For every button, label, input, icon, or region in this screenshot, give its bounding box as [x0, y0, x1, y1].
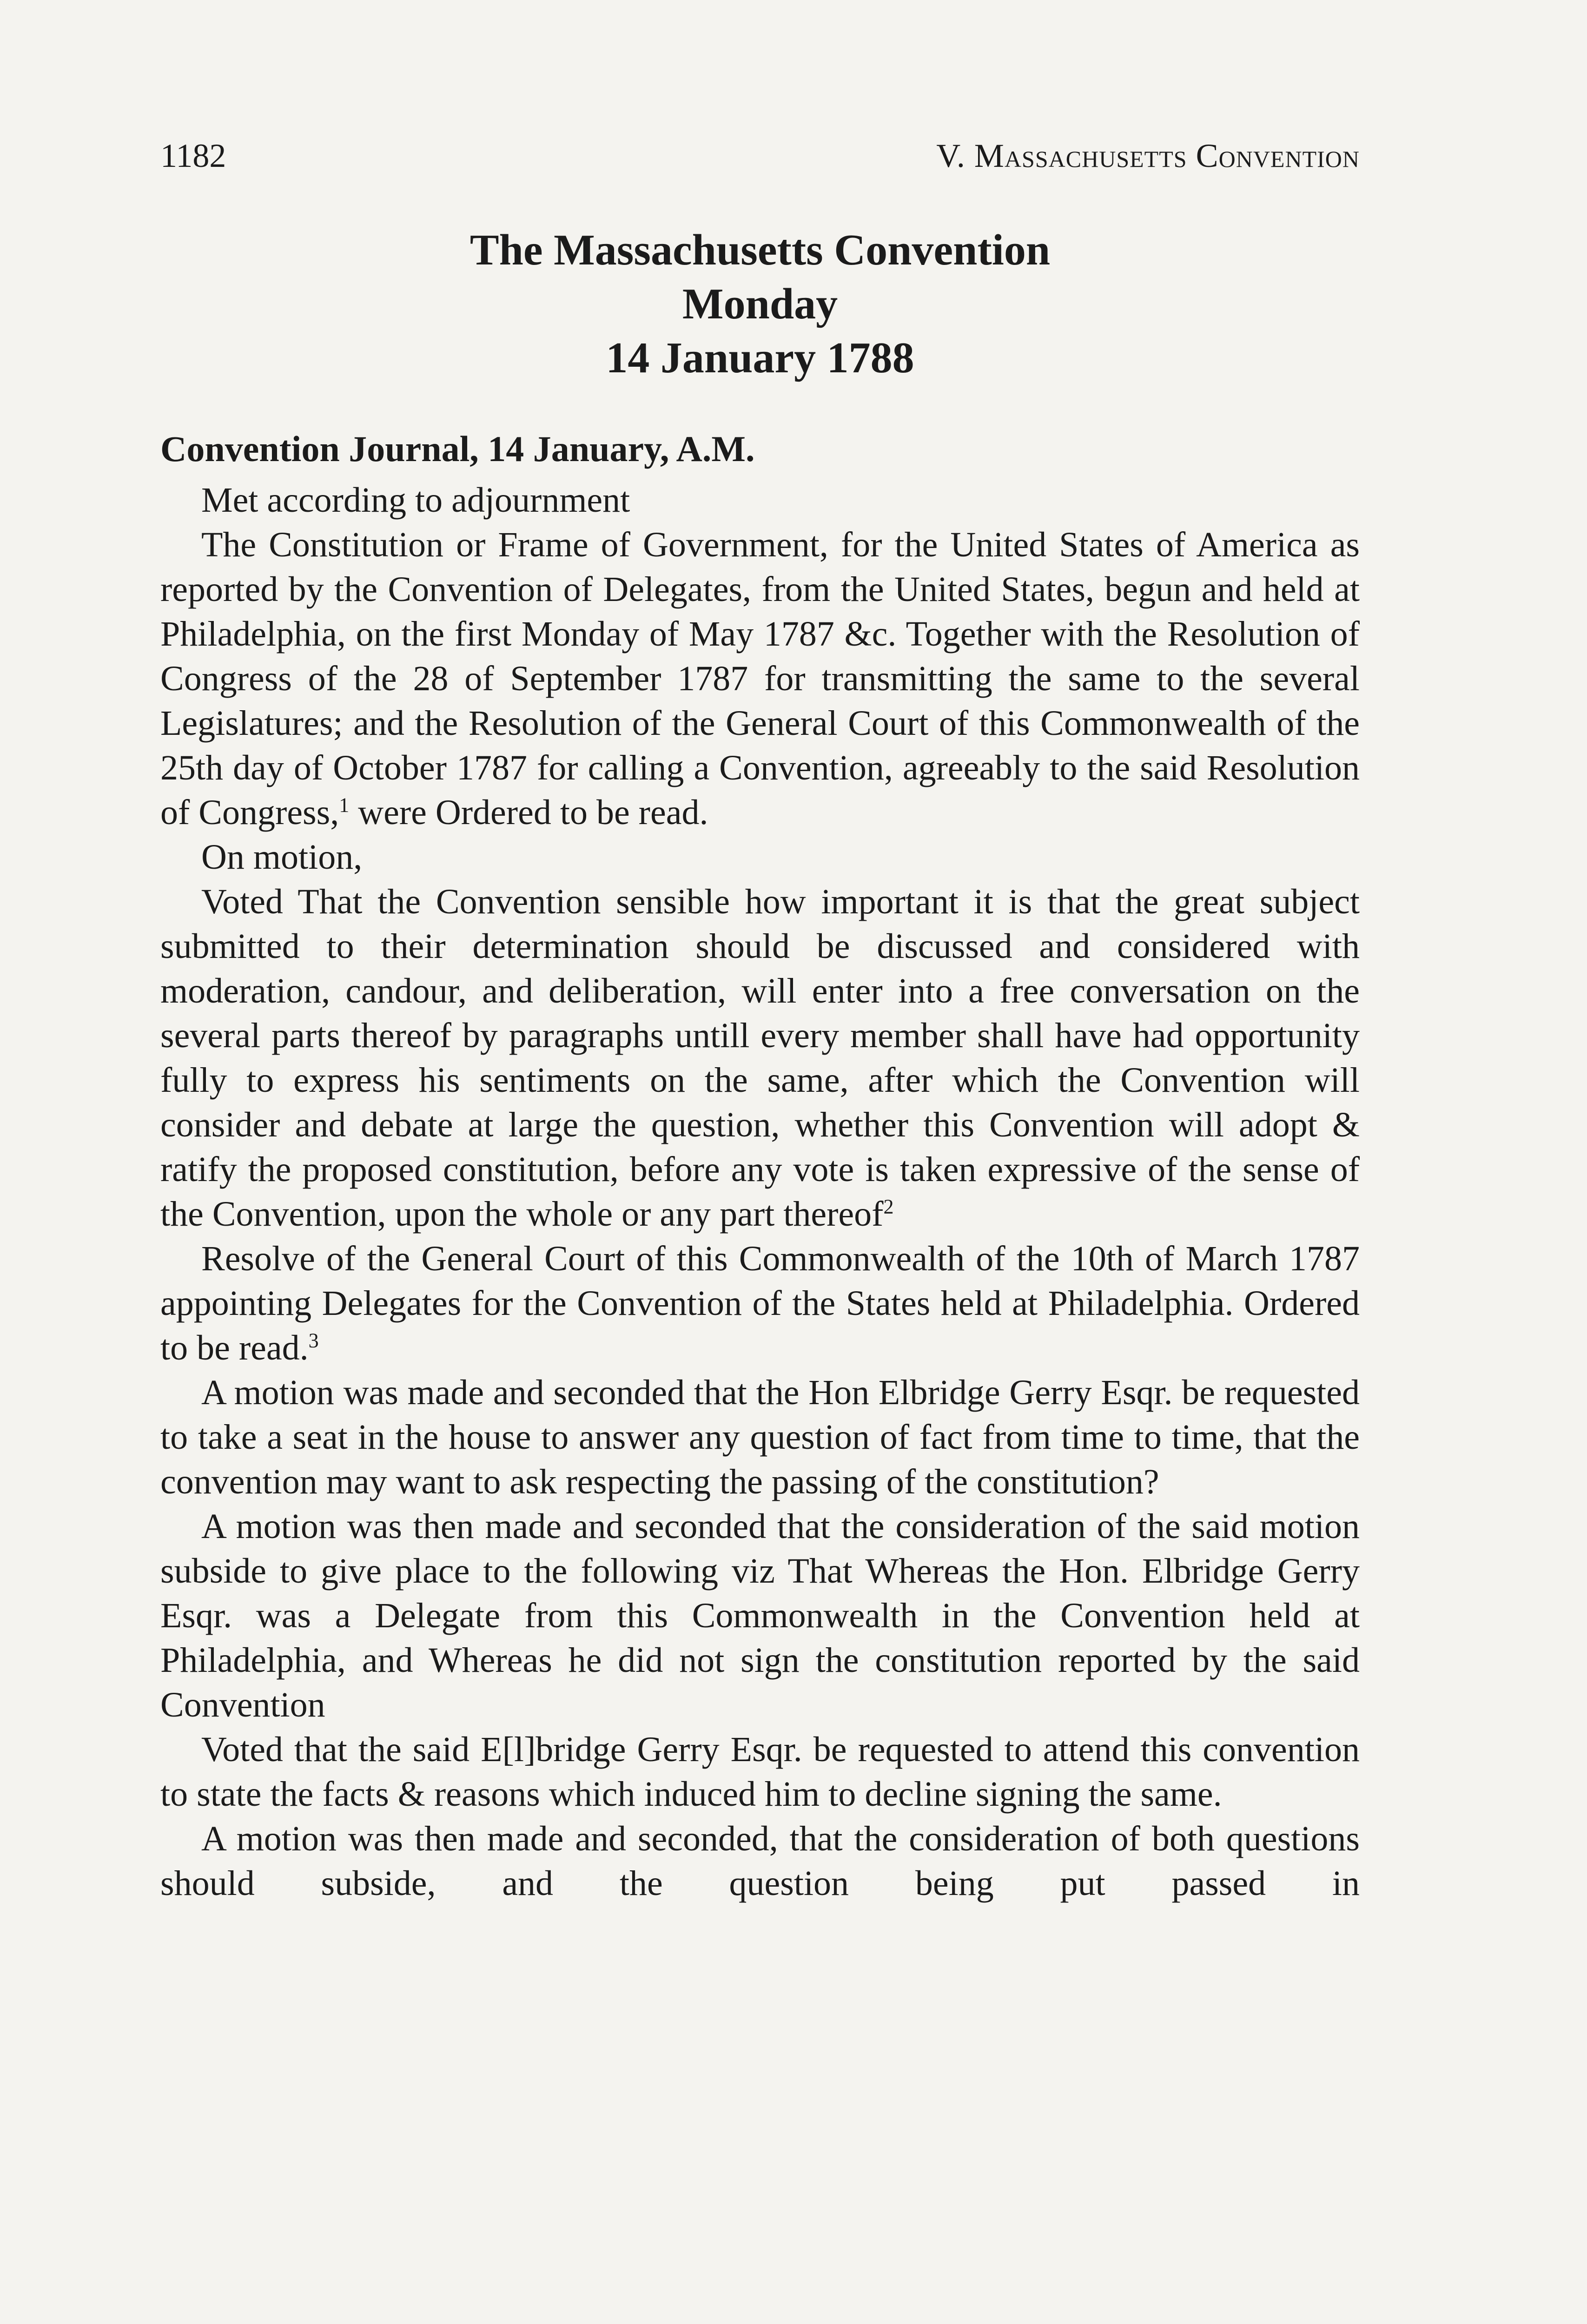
- title-line-1: The Massachusetts Convention: [469, 226, 1051, 274]
- paragraph-9: A motion was then made and seconded, that the consideration of both questions should subside, and the question being put passed in: [160, 1819, 1360, 1903]
- journal-body: [160, 478, 1360, 1906]
- paragraph-8: Voted that the said E[l]bridge Gerry Esqr. be requested to attend this convention to state the facts & reasons which induced him to decline signing the same.: [160, 1730, 1360, 1814]
- title-block: [160, 223, 1360, 385]
- footnote-ref-3[interactable]: 3: [308, 1329, 319, 1352]
- page-number: 1182: [160, 137, 226, 174]
- paragraph-4: Voted That the Convention sensible how important it is that the great subject submitted to their determination should be discussed and considered with moderation, candour, and deliberation, will enter into a free conversation on the several parts thereof by paragraphs untill every member shall have had opportunity fully to express his sentiments on the same, after which the Convention will consider and debate at large the question, whether this Convention will adopt & ratify the proposed constitution, before any vote is taken expressive of the sense of the Convention, upon the whole or any part thereof$^2$: [160, 882, 1360, 1234]
- paragraph-5: Resolve of the General Court of this Commonwealth of the 10th of March 1787 appointing Delegates for the Convention of the States held at Philadelphia. Ordered to be read.$^3$: [160, 1239, 1360, 1367]
- footnote-ref-1[interactable]: 1: [339, 793, 350, 817]
- paragraph-2: The Constitution or Frame of Government, for the United States of America as reported by the Convention of Delegates, from the United States, begun and held at Philadelphia, on the first Monday of May 1787 &c. Together with the Resolution of Congress of the 28 of September 1787 for transmitting the same to the several Legislatures; and the Resolution of the General Court of this Commonwealth of the 25th day of October 1787 for calling a Convention, agreeably to the said Resolution of Congress,$^1$ were Ordered to be read.: [160, 525, 1360, 832]
- document-page: [160, 135, 1360, 1906]
- paragraph-6: A motion was made and seconded that the Hon Elbridge Gerry Esqr. be requested to take a seat in the house to answer any question of fact from time to time, that the convention may want to ask respecting the passing of the constitution?: [160, 1373, 1360, 1501]
- paragraph-7: A motion was then made and seconded that the consideration of the said motion subside to give place to the following viz That Whereas the Hon. Elbridge Gerry Esqr. was a Delegate from this Commonwealth in the Convention held at Philadelphia, and Whereas he did not sign the constitution reported by the said Convention: [160, 1507, 1360, 1724]
- source-heading: Convention Journal, 14 January, A.M.: [160, 429, 755, 469]
- paragraph-1: Met according to adjournment: [201, 481, 630, 520]
- title-line-2: Monday: [682, 280, 838, 328]
- paragraph-3: On motion,: [201, 838, 363, 877]
- footnote-ref-2[interactable]: 2: [883, 1195, 894, 1218]
- section-title: V. Massachusetts Convention: [936, 137, 1360, 174]
- title-line-3: 14 January 1788: [606, 334, 914, 382]
- running-head: [160, 135, 1360, 177]
